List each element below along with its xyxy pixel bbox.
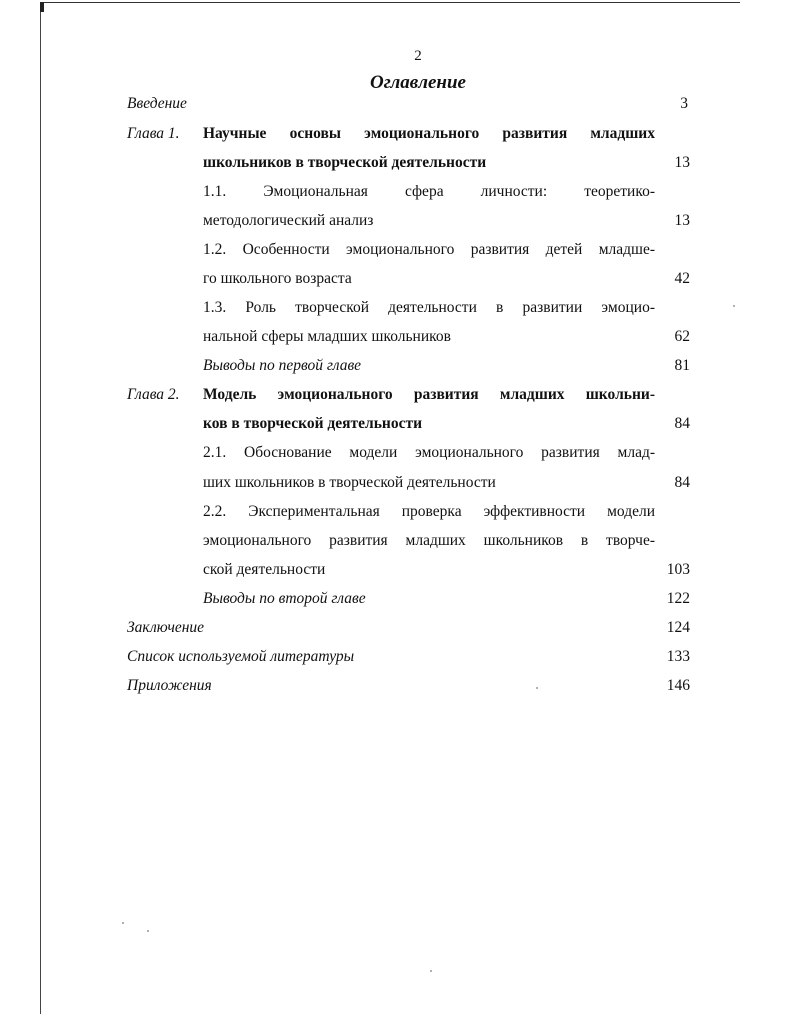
toc-section-2-2-line3: ской деятельности (203, 561, 326, 578)
toc-section-2-2-line2: эмоционального развития младших школьников в творче- (203, 532, 655, 549)
toc-chapter2-conclusions-label: Выводы по второй главе (203, 590, 366, 607)
toc-section-1-3-line2: нальной сферы младших школьников (203, 328, 451, 345)
page-number: 2 (414, 48, 422, 64)
toc-section-1-3-page: 62 (674, 328, 690, 345)
toc-appendices-label: Приложения (127, 677, 212, 694)
toc-section-1-2-line2: го школьного возраста (203, 270, 352, 287)
toc-intro-page: 3 (680, 95, 688, 112)
scan-speck (536, 687, 538, 689)
toc-section-2-1-line2: ших школьников в творческой деятельности (203, 474, 496, 491)
toc-chapter1-title-line1: Научные основы эмоционального развития младших (203, 125, 655, 142)
toc-section-1-1-page: 13 (674, 212, 690, 229)
scan-speck (147, 930, 149, 932)
toc-appendices-page: 146 (666, 677, 690, 694)
toc-section-2-2-line1: 2.2. Экспериментальная проверка эффективности модели (203, 503, 655, 520)
toc-chapter1-conclusions-label: Выводы по первой главе (203, 357, 362, 374)
toc-chapter2-page: 84 (674, 415, 690, 432)
scan-speck (430, 970, 432, 972)
toc-chapter1-label: Глава 1. (127, 125, 180, 142)
toc-intro-label: Введение (127, 95, 187, 112)
scan-edge-top (40, 2, 740, 3)
scan-corner-mark (40, 2, 44, 12)
toc-section-1-2-line1: 1.2. Особенности эмоционального развития детей младше- (203, 241, 655, 258)
toc-section-2-1-line1: 2.1. Обоснование модели эмоционального развития млад- (203, 444, 655, 461)
toc-chapter1-title-line2: школьников в творческой деятельности (203, 154, 487, 171)
toc-references-page: 133 (666, 648, 690, 665)
toc-section-1-2-page: 42 (674, 270, 690, 287)
scan-edge-left (40, 2, 41, 1014)
toc-chapter2-label: Глава 2. (127, 386, 180, 403)
toc-references-label: Список используемой литературы (127, 648, 355, 665)
toc-chapter2-title-line2: ков в творческой деятельности (203, 415, 423, 432)
toc-section-1-3-line1: 1.3. Роль творческой деятельности в развитии эмоцио- (203, 299, 655, 316)
toc-chapter1-page: 13 (674, 154, 690, 171)
toc-chapter2-title-line1: Модель эмоционального развития младших школьни- (203, 386, 655, 403)
toc-chapter1-conclusions-page: 81 (674, 357, 690, 374)
toc-section-1-1-line1: 1.1. Эмоциональная сфера личности: теоретико- (203, 183, 655, 200)
scan-speck (733, 305, 735, 307)
scan-speck (122, 922, 124, 924)
toc-section-1-1-line2: методологический анализ (203, 212, 374, 229)
toc-section-2-2-page: 103 (666, 561, 690, 578)
page-title: Оглавление (370, 72, 466, 93)
toc-chapter2-conclusions-page: 122 (666, 590, 690, 607)
toc-conclusion-page: 124 (666, 619, 690, 636)
toc-conclusion-label: Заключение (127, 619, 205, 636)
toc-section-2-1-page: 84 (674, 474, 690, 491)
